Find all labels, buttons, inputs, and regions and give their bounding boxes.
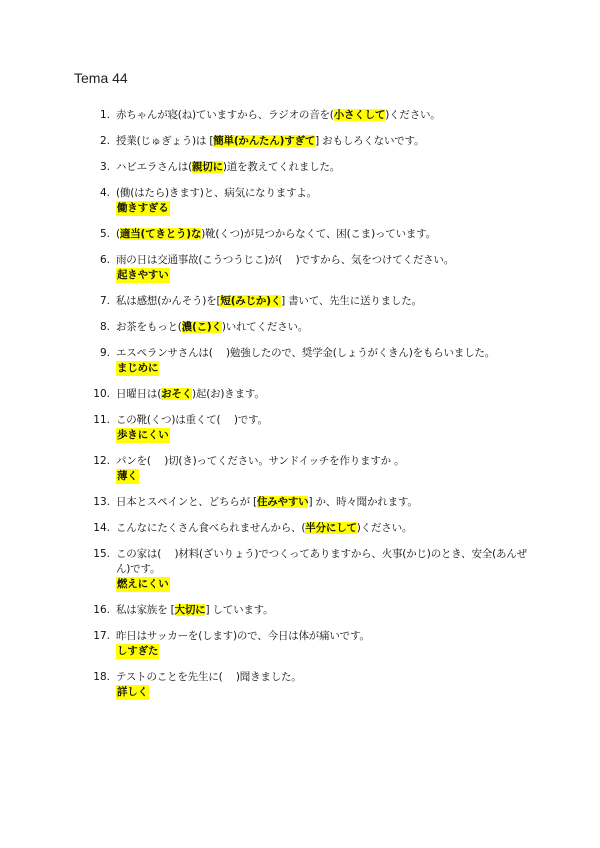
answer-line — [116, 201, 560, 216]
page-title: Tema 44 — [74, 70, 128, 86]
answer-line — [116, 361, 560, 376]
exercise-item — [90, 294, 560, 309]
sentence-text: ( — [116, 228, 120, 240]
highlighted-answer: 濃(こ)く — [181, 321, 222, 333]
sentence-text: ] か、時々聞かれます。 — [308, 496, 418, 508]
sentence-text: )起(お)きます。 — [192, 388, 265, 400]
sentence-text: この家は( )材料(ざいりょう)でつくってありますから、火事(かじ)のとき、安全(あんぜ — [116, 548, 527, 560]
item-sentence — [116, 294, 560, 309]
sentence-line — [116, 160, 560, 175]
item-sentence — [116, 521, 560, 536]
sentence-text: ん)です。 — [116, 563, 161, 575]
item-sentence — [116, 495, 560, 510]
highlighted-answer: 適当(てきとう)な — [119, 228, 202, 240]
sentence-line — [116, 629, 560, 644]
sentence-text: 私は家族を [ — [116, 604, 175, 616]
sentence-text: お茶をもっと( — [116, 321, 182, 333]
highlighted-answer: おそく — [161, 388, 193, 400]
exercise-item — [90, 521, 560, 536]
item-number: 5. — [99, 228, 110, 240]
sentence-line — [116, 227, 560, 242]
exercise-item — [90, 387, 560, 402]
item-number: 12. — [93, 455, 110, 467]
item-number: 1. — [99, 109, 110, 121]
sentence-line — [116, 346, 560, 361]
item-sentence — [116, 454, 560, 484]
exercise-list — [90, 108, 560, 711]
item-number: 8. — [99, 321, 110, 333]
exercise-item — [90, 629, 560, 659]
sentence-text: ] 書いて、先生に送りました。 — [281, 295, 422, 307]
sentence-text: 日本とスペインと、どちらが [ — [116, 496, 257, 508]
item-number: 16. — [93, 604, 110, 616]
item-sentence — [116, 227, 560, 242]
sentence-text: )靴(くつ)が見つからなくて、困(こま)っています。 — [201, 228, 436, 240]
answer-highlight: まじめに — [117, 362, 159, 374]
highlighted-answer: 半分にして — [305, 522, 357, 534]
answer-highlight: 起きやすい — [117, 269, 169, 281]
sentence-line — [116, 495, 560, 510]
answer-line — [116, 685, 560, 700]
answer-highlight: 詳しく — [117, 686, 148, 698]
exercise-item — [90, 320, 560, 335]
exercise-item — [90, 108, 560, 123]
answer-highlight: しすぎた — [117, 645, 159, 657]
exercise-item — [90, 186, 560, 216]
sentence-line — [116, 413, 560, 428]
sentence-text: 雨の日は交通事故(こうつうじこ)が( )ですから、気をつけてください。 — [116, 254, 455, 266]
highlighted-answer: 簡単(かんたん)すぎて — [213, 135, 316, 147]
sentence-line — [116, 562, 560, 577]
answer-line — [116, 644, 560, 659]
sentence-text: テストのことを先生に( )聞きました。 — [116, 671, 302, 683]
sentence-text: こんなにたくさん食べられませんから、( — [116, 522, 306, 534]
sentence-line — [116, 186, 560, 201]
item-sentence — [116, 134, 560, 149]
sentence-text: エスペランサさんは( )勉強したので、奨学金(しょうがくきん)をもらいました。 — [116, 347, 496, 359]
sentence-text: この靴(くつ)は重くて( )です。 — [116, 414, 268, 426]
answer-line — [116, 577, 560, 592]
item-number: 10. — [93, 388, 110, 400]
sentence-line — [116, 603, 560, 618]
sentence-text: 日曜日は( — [116, 388, 162, 400]
exercise-item — [90, 346, 560, 376]
exercise-item — [90, 160, 560, 175]
sentence-line — [116, 547, 560, 562]
exercise-item — [90, 413, 560, 443]
answer-line — [116, 268, 560, 283]
sentence-line — [116, 670, 560, 685]
answer-highlight: 薄く — [117, 470, 138, 482]
sentence-text: 授業(じゅぎょう)は [ — [116, 135, 214, 147]
answer-line — [116, 428, 560, 443]
sentence-line — [116, 454, 560, 469]
sentence-text: (働(はたら)きます)と、病気になりますよ。 — [116, 187, 317, 199]
highlighted-answer: 短(みじか)く — [220, 295, 282, 307]
sentence-line — [116, 521, 560, 536]
sentence-text: ] しています。 — [205, 604, 274, 616]
sentence-line — [116, 134, 560, 149]
exercise-item — [90, 547, 560, 592]
sentence-line — [116, 320, 560, 335]
item-sentence — [116, 108, 560, 123]
item-number: 9. — [99, 347, 110, 359]
item-sentence — [116, 320, 560, 335]
answer-highlight: 歩きにくい — [117, 429, 169, 441]
sentence-line — [116, 387, 560, 402]
sentence-text: パンを( )切(き)ってください。サンドイッチを作りますか 。 — [116, 455, 405, 467]
sentence-text: ハビエラさんは( — [116, 161, 192, 173]
answer-line — [116, 469, 560, 484]
item-number: 11. — [93, 414, 110, 426]
exercise-item — [90, 253, 560, 283]
sentence-text: )ください。 — [356, 522, 413, 534]
item-number: 7. — [99, 295, 110, 307]
item-sentence — [116, 160, 560, 175]
item-sentence — [116, 253, 560, 283]
sentence-text: )ください。 — [385, 109, 441, 121]
item-sentence — [116, 603, 560, 618]
highlighted-answer: 住みやすい — [256, 496, 309, 508]
exercise-item — [90, 134, 560, 149]
sentence-line — [116, 294, 560, 309]
item-number: 17. — [93, 630, 110, 642]
item-number: 6. — [99, 254, 110, 266]
item-number: 14. — [93, 522, 110, 534]
exercise-item — [90, 227, 560, 242]
item-sentence — [116, 629, 560, 659]
answer-highlight: 燃えにくい — [117, 578, 169, 590]
item-number: 15. — [93, 548, 110, 560]
highlighted-answer: 大切に — [174, 604, 206, 616]
exercise-item — [90, 670, 560, 700]
answer-highlight: 働きすぎる — [117, 202, 169, 214]
exercise-item — [90, 454, 560, 484]
item-sentence — [116, 670, 560, 700]
sentence-text: )いれてください。 — [221, 321, 309, 333]
exercise-item — [90, 495, 560, 510]
item-number: 18. — [93, 671, 110, 683]
sentence-text: 赤ちゃんが寝(ね)ていますから、ラジオの音を( — [116, 109, 334, 121]
item-number: 13. — [93, 496, 110, 508]
item-sentence — [116, 387, 560, 402]
sentence-line — [116, 108, 560, 123]
item-sentence — [116, 186, 560, 216]
item-sentence — [116, 547, 560, 592]
item-sentence — [116, 346, 560, 376]
item-number: 3. — [99, 161, 110, 173]
exercise-item — [90, 603, 560, 618]
sentence-line — [116, 253, 560, 268]
item-number: 2. — [99, 135, 110, 147]
highlighted-answer: 親切に — [192, 161, 223, 173]
item-sentence — [116, 413, 560, 443]
sentence-text: 私は感想(かんそう)を[ — [116, 295, 221, 307]
sentence-text: )道を教えてくれました。 — [222, 161, 341, 173]
highlighted-answer: 小さくして — [333, 109, 386, 121]
sentence-text: ] おもしろくないです。 — [315, 135, 425, 147]
item-number: 4. — [99, 187, 110, 199]
sentence-text: 昨日はサッカーを(します)ので、今日は体が痛いです。 — [116, 630, 370, 642]
